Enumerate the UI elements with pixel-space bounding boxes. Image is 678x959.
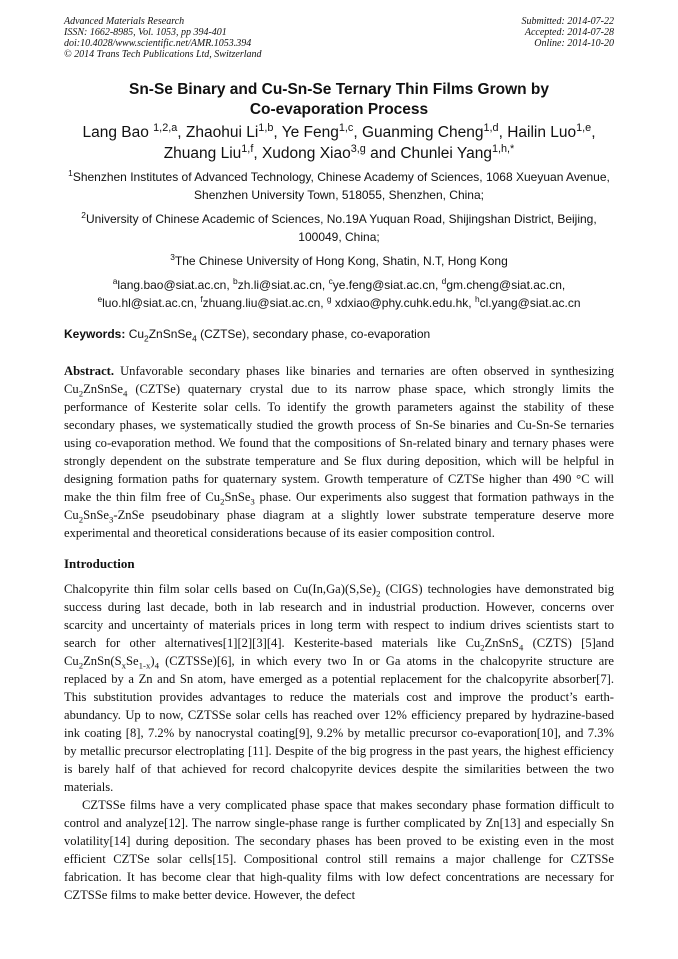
author-sep: ,	[177, 124, 186, 141]
title-line: Sn-Se Binary and Cu-Sn-Se Ternary Thin Films Grown by	[129, 81, 549, 98]
author-sep: ,	[591, 124, 596, 141]
author-name: Hailin Luo	[507, 124, 577, 141]
author-sep: and	[365, 145, 401, 162]
intro-sub: 2	[376, 588, 381, 599]
journal-name: Advanced Materials Research	[64, 16, 185, 27]
email-link[interactable]: luo.hl@siat.ac.cn,	[102, 296, 201, 310]
intro-sub: x	[121, 660, 127, 671]
online-date: Online: 2014-10-20	[534, 38, 614, 49]
kw-text: ZnSnSe	[148, 327, 193, 341]
keywords-label: Keywords:	[64, 327, 126, 341]
intro-text: (CZTS) [5]and Cu	[64, 636, 614, 668]
intro-sub: 4	[154, 660, 159, 671]
author-name: Xudong Xiao	[261, 145, 351, 162]
introduction-body	[64, 580, 614, 904]
email-sup: b	[233, 276, 238, 286]
dates-header	[414, 16, 614, 49]
copyright-line: © 2014 Trans Tech Publications Ltd, Switzerland	[64, 49, 262, 60]
author-name: Chunlei Yang	[400, 145, 492, 162]
author-affil-sup: 1,f	[241, 142, 254, 155]
title-line: Co-evaporation Process	[249, 101, 429, 118]
author-name: Guanming Cheng	[361, 124, 484, 141]
abstract-sub: 2	[78, 388, 84, 399]
abstract-sub: 2	[78, 514, 84, 525]
email-link[interactable]: xdxiao@phy.cuhk.edu.hk,	[331, 296, 475, 310]
email-link[interactable]: lang.bao@siat.ac.cn,	[117, 278, 234, 292]
abstract-sub: 4	[123, 388, 128, 399]
email-list	[60, 276, 618, 312]
author-affil-sup: 1,h,*	[491, 142, 515, 155]
affil-sup: 3	[170, 252, 175, 262]
journal-header	[64, 16, 384, 60]
affil-text: University of Chinese Academic of Sciences, No.19A Yuquan Road, Shijingshan District, Beijing, 100049, China;	[85, 212, 597, 244]
author-list	[60, 122, 618, 164]
intro-text: Se	[126, 654, 139, 668]
kw-text: Cu	[125, 327, 145, 341]
author-sep: ,	[353, 124, 362, 141]
paper-title	[60, 80, 618, 120]
author-affil-sup: 3,g	[350, 142, 366, 155]
abstract-text: SnSe	[83, 508, 110, 522]
accepted-date: Accepted: 2014-07-28	[524, 27, 614, 38]
author-affil-sup: 1,c	[338, 121, 354, 134]
kw-sub: 4	[192, 333, 197, 344]
author-affil-sup: 1,d	[483, 121, 499, 134]
author-affil-sup: 1,2,a	[153, 121, 178, 134]
email-link[interactable]: ye.feng@siat.ac.cn,	[332, 278, 442, 292]
intro-text: )	[150, 654, 155, 668]
intro-text: ZnSn(S	[83, 654, 122, 668]
keywords	[64, 326, 614, 342]
intro-paragraph-1	[64, 580, 614, 796]
abstract-text: SnSe	[224, 490, 251, 504]
abstract-sub: 3	[250, 496, 255, 507]
email-sup: g	[326, 294, 332, 304]
kw-sub: 2	[144, 333, 149, 344]
email-link[interactable]: gm.cheng@siat.ac.cn,	[446, 278, 566, 292]
affiliation-2	[60, 210, 618, 246]
abstract-sub: 3	[109, 514, 114, 525]
author-name: Ye Feng	[281, 124, 339, 141]
submitted-date: Submitted: 2014-07-22	[521, 16, 614, 27]
author-affil-sup: 1,e	[576, 121, 592, 134]
intro-text: (CZTSSe)[6], in which every two In or Ga atoms in the chalcopyrite structure are replaced by a Zn and Sn atom, have emerged as a potential replacement for the chalcopyrite absorber[7]. This substitution provides advantages to reduce the materials cost and improve the product’s earth-abundancy. Up to now, CZTSSe solar cells has reached over 12% efficiency prepared by hydrazine-based ink coating [8], 7.2% by nanocrystal coating[9], 9.2% by metallic precursor co-evaporation[10], and 7.3% by metallic precursor electroplating [11]. Despite of the big progress in the past years, the highest efficiency is barely half of that achieved for record chalcopyrite devices despite the similarities between the two materials.	[64, 654, 614, 794]
affiliation-1	[60, 168, 618, 204]
abstract-text: Unfavorable secondary phases like binaries and ternaries are often observed in synthesizing Cu	[64, 364, 614, 396]
section-heading-introduction: Introduction	[64, 556, 135, 571]
affil-sup: 2	[81, 210, 86, 220]
affil-sup: 1	[68, 168, 73, 178]
kw-text: (CZTSe), secondary phase, co-evaporation	[196, 327, 431, 341]
intro-sub: 2	[480, 642, 485, 653]
author-sep: ,	[253, 145, 262, 162]
email-sup: a	[112, 276, 118, 286]
author-sep: ,	[498, 124, 508, 141]
email-sup: d	[441, 276, 447, 286]
email-sup: h	[474, 294, 480, 304]
abstract	[64, 362, 614, 542]
email-link[interactable]: zh.li@siat.ac.cn,	[237, 278, 329, 292]
affil-text: Shenzhen Institutes of Advanced Technology, Chinese Academy of Sciences, 1068 Xueyuan Avenue, Shenzhen University Town, 518055, Shenzhen, China;	[72, 170, 610, 202]
abstract-label: Abstract.	[64, 364, 115, 378]
intro-paragraph-2: CZTSSe films have a very complicated phase space that makes secondary phase formation difficult to control and analyze[12]. The narrow single-phase range is further complicated by Zn[13] and especially Sn volatility[14] during deposition. The secondary phases has been proved to be existing even in the most efficient CZTSe solar cells[15]. Compositional control still remains a major challenge for CZTSSe fabrication. It has become clear that high-quality films with low defect concentrations are necessary for CZTSSe films to make better device. However, the defect	[64, 798, 614, 902]
intro-sub: 2	[78, 660, 84, 671]
email-sup: f	[200, 294, 203, 304]
email-sup: c	[328, 276, 333, 286]
author-sep: ,	[273, 124, 282, 141]
email-link[interactable]: zhuang.liu@siat.ac.cn,	[202, 296, 327, 310]
intro-sub: 4	[518, 642, 524, 653]
affil-text: The Chinese University of Hong Kong, Shatin, N.T, Hong Kong	[174, 254, 508, 268]
author-affil-sup: 1,b	[258, 121, 274, 134]
email-sup: e	[97, 294, 103, 304]
intro-text: Chalcopyrite thin film solar cells based on Cu(In,Ga)(S,Se)	[64, 582, 377, 596]
email-link[interactable]: cl.yang@siat.ac.cn	[479, 296, 581, 310]
abstract-text: ZnSnSe	[83, 382, 123, 396]
author-name: Zhuang Liu	[163, 145, 242, 162]
abstract-text: -ZnSe pseudobinary phase diagram at a slightly lower substrate temperature deserve more experimental and theoretical considerations because of its easier composition control.	[64, 508, 614, 540]
abstract-sub: 2	[220, 496, 225, 507]
author-name: Zhaohui Li	[185, 124, 259, 141]
abstract-text: phase. Our experiments also suggest that formation pathways in the Cu	[64, 490, 614, 522]
doi-line[interactable]: doi:10.4028/www.scientific.net/AMR.1053.394	[64, 38, 252, 49]
affiliation-3	[60, 252, 618, 270]
intro-text: ZnSnS	[484, 636, 519, 650]
intro-text: (CIGS) technologies have demonstrated big success during last decade, both in lab research and in industrial production. However, concerns over scarcity and uncertainty of materials prices in long term with respect to indium drives scientists start to search for other alternatives[1][2][3][4]. Kesterite-based materials like Cu	[64, 582, 614, 650]
abstract-text: (CZTSe) quaternary crystal due to its narrow phase space, which strongly limits the performance of Kesterite solar cells. To identify the growth parameters against the stability of these secondary phases, we systematically studied the growth process of Sn-Se binaries and Cu-Sn-Se ternaries using co-evaporation method. We found that the compositions of Sn-related binary and ternary phases were strongly dependent on the substrate temperature and Se flux during deposition, which will be helpful in designing formation paths for quaternary system. Growth temperature of CZTSe higher than 490 °C will make the thin film free of Cu	[64, 382, 614, 504]
intro-sub: 1-x	[138, 660, 151, 671]
author-name: Lang Bao	[82, 124, 154, 141]
issn-line: ISSN: 1662-8985, Vol. 1053, pp 394-401	[64, 27, 227, 38]
